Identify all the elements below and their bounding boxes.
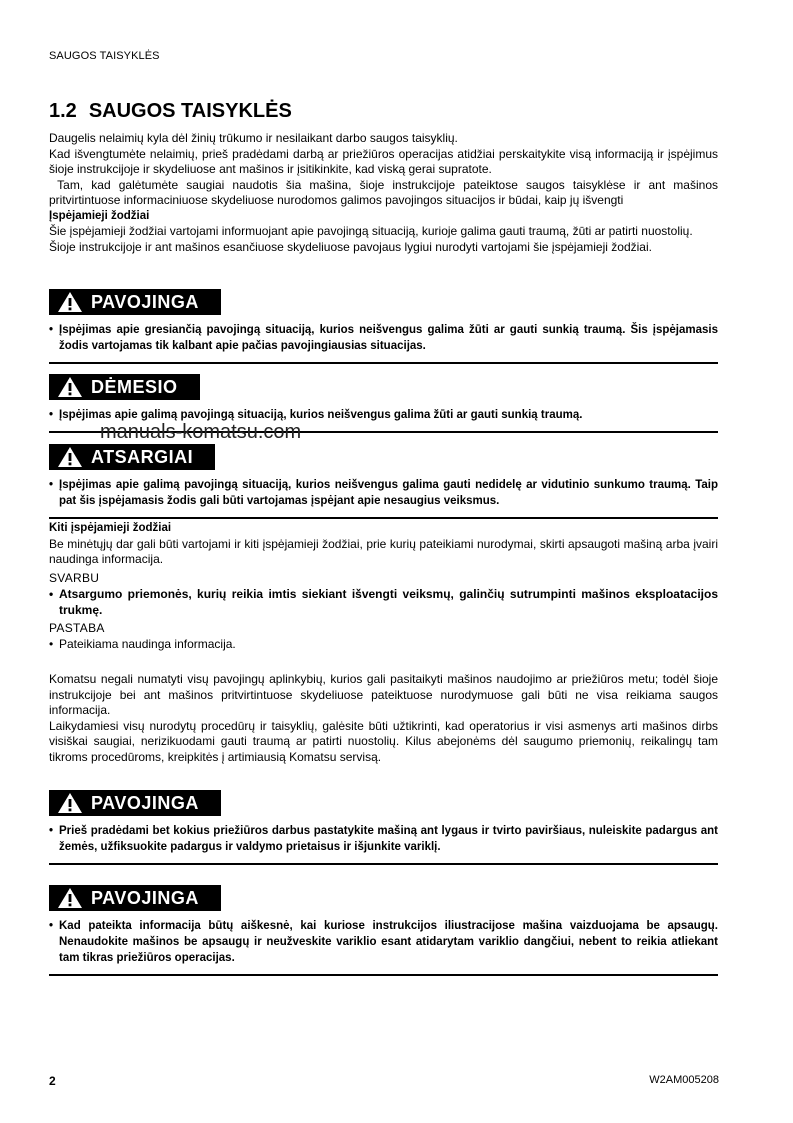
watermark: manuals-komatsu.com [100,421,302,443]
bullet: • [49,479,54,491]
banner-label: PAVOJINGA [91,887,199,908]
bullet: • [49,636,54,651]
bullet: • [49,825,54,837]
signal-words-paragraph: Šioje instrukcijoje ir ant mašinos esančiuose skydeliuose pavojaus lygiui nurodyti vartojami šie įspėjamieji žodžiai. [49,239,652,254]
warning-text-content: Įspėjimas apie galimą pavojingą situaciją, kurios neišvengus galima gauti nedidelę ar vidutinio sunkumo traumą. Taip pat šis įspėjamasis žodis gali būti vartojamas įspėjant apie nesaugius veiksmus. [59,479,718,507]
danger-banner [49,885,221,911]
warning-text [49,918,718,966]
signal-words-paragraph: Šie įspėjamieji žodžiai vartojami informuojant apie pavojingą situaciją, kurioje galima gauti traumą, žūti ar patirti nuostolių. [49,224,693,238]
important-text [49,586,718,618]
banner-label: ATSARGIAI [91,446,194,467]
bullet: • [49,409,54,421]
warning-text-content: Prieš pradėdami bet kokius priežiūros darbus pastatykite mašiną ant lygaus ir tvirto paviršiaus, nuleiskite padargus ant žemės, užfiksuokite padargus ir valdymo prietaisus ir išjunkite variklį. [59,825,718,853]
warning-text-content: Įspėjimas apie gresiančią pavojingą situaciją, kurios neišvengus galima žūti ar gauti sunkią traumą. Šis įspėjamasis žodis vartojamas tik kalbant apie pačias pavojingiausias situacijas. [59,324,718,352]
important-label: SVARBU [49,570,100,585]
warning-triangle-icon [57,887,83,909]
divider [49,517,718,519]
banner-label: PAVOJINGA [91,792,199,813]
warning-triangle-icon [57,446,83,468]
other-signal-words-paragraph: Be minėtųjų dar gali būti vartojami ir kiti įspėjamieji žodžiai, prie kurių pateikiami nurodymai, skirti apsaugoti mašiną arba įvairi naudinga informacija. [49,536,718,566]
intro-paragraph: Kad išvengtumėte nelaimių, prieš pradėdami darbą ar priežiūros operacijas atidžiai perskaitykite visą informaciją ir įspėjimus šioje instrukcijoje ir skydeliuose ant mašinos ir įsitikinkite, kad viską gerai supratote. [49,146,718,176]
warning-block-danger [49,289,718,364]
section-title-text: SAUGOS TAISYKLĖS [88,100,292,122]
bullet: • [49,586,54,601]
section-number: 1.2 [49,100,77,122]
note-text [49,636,718,652]
closing-paragraph: Komatsu negali numatyti visų pavojingų aplinkybių, kurios gali pasitaikyti mašinos naudojimo ar priežiūros metu; todėl šioje instrukcijoje bei ant mašinos pritvirtintuose skydeliuose pateiktuose nurodymuose gali būti ne visa reikiama saugos informacija. [49,672,718,717]
danger-notice-block [49,885,718,976]
banner-label: DĖMESIO [91,376,178,397]
warning-text-content: Įspėjimas apie galimą pavojingą situaciją, kurios neišvengus galima žūti ar gauti sunkią traumą. [59,409,583,421]
intro-paragraph: Tam, kad galėtumėte saugiai naudotis šia mašina, šioje instrukcijoje pateiktose saugos taisyklėse ir ant mašinos pritvirtintuose informaciniuose skydeliuose nurodomos galimos pavojingos situacijos ir būdai, kaip jų išvengti [49,177,722,207]
warning-text-content: Kad pateikta informacija būtų aiškesnė, kai kuriose instrukcijos iliustracijose mašina vaizduojama be apsaugų. Nenaudokite mašinos be apsaugų ir neužveskite variklio esant atidarytam variklio dangčiui, nebent to reikia atliekant tam tikras priežiūros operacijas. [59,920,718,964]
closing-block [49,672,718,765]
page-number: 2 [49,1074,56,1088]
other-signal-words-block [49,521,718,652]
note-text-content: Pateikiama naudinga informacija. [59,636,236,651]
signal-words-heading: Įspėjamieji žodžiai [49,209,150,222]
danger-banner [49,790,221,816]
closing-paragraph: Laikydamiesi visų nurodytų procedūrų ir taisyklių, galėsite būti užtikrinti, kad operatorius ir visi asmenys arti mašinos dirbs visiškai saugiai, nerizikuodami gauti traumą ar patirti nuostolių. Kilus abejonėms dėl saugumo priemonių, reikalingų tam tikroms procedūroms, kreipkitės į artimiausią Komatsu servisą. [49,718,718,764]
banner-label: PAVOJINGA [91,291,199,312]
danger-banner [49,289,221,315]
divider [49,974,718,976]
intro-paragraph: Daugelis nelaimių kyla dėl žinių trūkumo ir nesilaikant darbo saugos taisyklių. [49,131,458,145]
bullet: • [49,324,54,336]
divider [49,863,718,865]
danger-notice-block [49,790,718,865]
intro-block [49,131,722,255]
warning-triangle-icon [57,792,83,814]
running-header: SAUGOS TAISYKLĖS [49,50,160,62]
note-label: PASTABA [49,620,105,635]
caution-banner [49,374,200,400]
warning-text [49,823,718,855]
document-code: W2AM005208 [649,1074,719,1086]
careful-banner [49,444,215,470]
bullet: • [49,920,54,932]
warning-text [49,477,718,509]
warning-block-careful [49,444,718,519]
section-title [49,100,292,123]
important-text-content: Atsargumo priemonės, kurių reikia imtis siekiant išvengti veiksmų, galinčių sutrumpinti mašinos eksploatacijos trukmę. [59,586,718,617]
other-signal-words-heading: Kiti įspėjamieji žodžiai [49,522,172,534]
divider [49,362,718,364]
warning-text [49,322,718,354]
warning-triangle-icon [57,376,83,398]
warning-triangle-icon [57,291,83,313]
